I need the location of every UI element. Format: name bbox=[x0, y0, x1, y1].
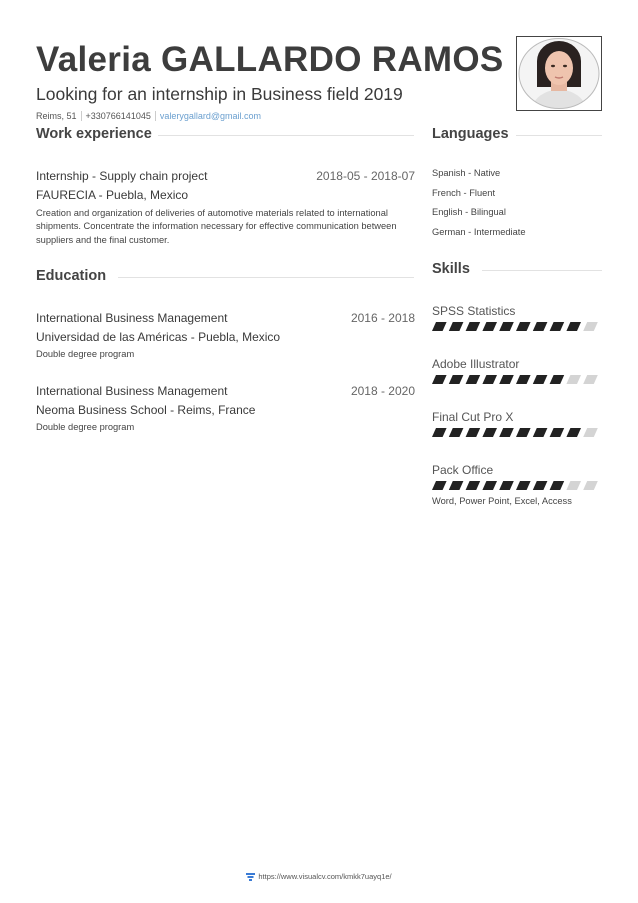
divider bbox=[155, 111, 156, 121]
contact-line bbox=[36, 111, 261, 121]
education-dates: 2018 - 2020 bbox=[350, 384, 415, 398]
skill-name: Final Cut Pro X bbox=[432, 410, 514, 424]
skill-level-bar bbox=[432, 428, 600, 437]
skill-note: Word, Power Point, Excel, Access bbox=[432, 496, 572, 506]
section-divider bbox=[158, 135, 414, 136]
skill-segment-filled bbox=[449, 322, 464, 331]
skill-segment-filled bbox=[432, 428, 447, 437]
education-note: Double degree program bbox=[36, 349, 135, 359]
skill-segment-filled bbox=[566, 428, 581, 437]
skill-segment-filled bbox=[466, 375, 481, 384]
skill-segment-filled bbox=[516, 375, 531, 384]
skill-segment-filled bbox=[566, 322, 581, 331]
skill-segment-filled bbox=[449, 428, 464, 437]
education-note: Double degree program bbox=[36, 422, 135, 432]
phone: +330766141045 bbox=[85, 111, 151, 121]
skill-segment-filled bbox=[432, 322, 447, 331]
skill-segment-filled bbox=[449, 481, 464, 490]
section-divider bbox=[118, 277, 414, 278]
education-school: Neoma Business School - Reims, France bbox=[36, 403, 256, 417]
language-item: English - Bilingual bbox=[432, 207, 506, 217]
skill-segment-filled bbox=[533, 481, 548, 490]
skill-segment-filled bbox=[432, 481, 447, 490]
education-degree: International Business Management bbox=[36, 311, 228, 325]
education-dates: 2016 - 2018 bbox=[350, 311, 415, 325]
work-experience-heading: Work experience bbox=[36, 126, 152, 142]
visualcv-logo-icon bbox=[246, 873, 255, 883]
section-divider bbox=[482, 270, 602, 271]
skill-segment-filled bbox=[516, 428, 531, 437]
skill-level-bar bbox=[432, 322, 600, 331]
language-item: Spanish - Native bbox=[432, 168, 501, 178]
headline: Looking for an internship in Business field 2019 bbox=[36, 84, 403, 104]
education-school: Universidad de las Américas - Puebla, Mexico bbox=[36, 330, 281, 344]
skill-segment-filled bbox=[499, 322, 514, 331]
skills-heading: Skills bbox=[432, 261, 470, 277]
skill-segment-filled bbox=[550, 428, 565, 437]
language-item: German - Intermediate bbox=[432, 227, 526, 237]
skill-segment-filled bbox=[516, 322, 531, 331]
skill-segment-filled bbox=[432, 375, 447, 384]
skill-segment-empty bbox=[566, 375, 581, 384]
job-dates: 2018-05 - 2018-07 bbox=[316, 169, 415, 183]
skill-segment-filled bbox=[533, 322, 548, 331]
skill-segment-filled bbox=[499, 375, 514, 384]
skill-segment-filled bbox=[482, 322, 497, 331]
skill-name: Pack Office bbox=[432, 463, 494, 477]
footer bbox=[0, 872, 638, 883]
skill-segment-filled bbox=[482, 375, 497, 384]
divider bbox=[81, 111, 82, 121]
skill-segment-empty bbox=[583, 428, 598, 437]
location: Reims, 51 bbox=[36, 111, 77, 121]
job-title: Internship - Supply chain project bbox=[36, 169, 208, 183]
skill-segment-filled bbox=[550, 375, 565, 384]
skill-segment-filled bbox=[516, 481, 531, 490]
languages-heading: Languages bbox=[432, 126, 509, 142]
email-link[interactable]: valerygallard@gmail.com bbox=[159, 111, 262, 121]
skill-name: Adobe Illustrator bbox=[432, 357, 520, 371]
skill-segment-filled bbox=[550, 481, 565, 490]
language-item: French - Fluent bbox=[432, 188, 496, 198]
skill-segment-filled bbox=[466, 481, 481, 490]
skill-segment-filled bbox=[499, 481, 514, 490]
education-heading: Education bbox=[36, 268, 107, 284]
skill-level-bar bbox=[432, 481, 600, 490]
skill-segment-filled bbox=[550, 322, 565, 331]
skill-segment-empty bbox=[566, 481, 581, 490]
profile-photo bbox=[516, 36, 602, 111]
skill-segment-filled bbox=[466, 428, 481, 437]
section-divider bbox=[516, 135, 602, 136]
skill-segment-filled bbox=[482, 481, 497, 490]
skill-segment-filled bbox=[533, 428, 548, 437]
candidate-name: Valeria GALLARDO RAMOS bbox=[36, 40, 504, 79]
skill-segment-filled bbox=[482, 428, 497, 437]
skill-segment-filled bbox=[499, 428, 514, 437]
skill-segment-empty bbox=[583, 481, 598, 490]
skill-segment-filled bbox=[466, 322, 481, 331]
skill-segment-empty bbox=[583, 322, 598, 331]
skill-segment-filled bbox=[533, 375, 548, 384]
education-degree: International Business Management bbox=[36, 384, 228, 398]
job-description: Creation and organization of deliveries of automotive materials related to international shipments. Concentrate the information necessary for effective communication between suppliers and the final customer. bbox=[36, 208, 397, 245]
skill-level-bar bbox=[432, 375, 600, 384]
footer-url[interactable]: https://www.visualcv.com/kmkk7uayq1e/ bbox=[258, 872, 392, 881]
skill-segment-empty bbox=[583, 375, 598, 384]
skill-segment-filled bbox=[449, 375, 464, 384]
job-organization: FAURECIA - Puebla, Mexico bbox=[36, 188, 189, 202]
skill-name: SPSS Statistics bbox=[432, 304, 516, 318]
